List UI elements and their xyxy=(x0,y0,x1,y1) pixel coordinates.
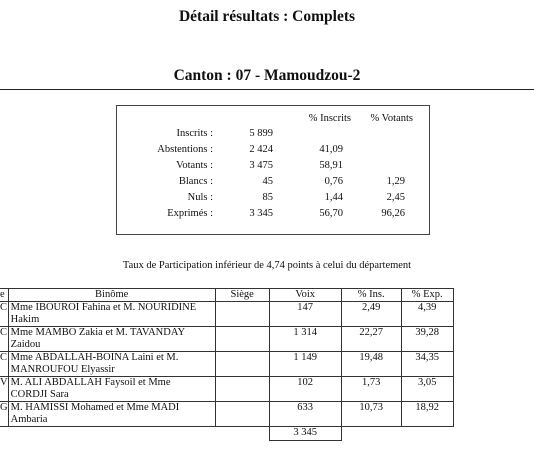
voix-cell: 1 149 xyxy=(269,352,341,377)
total-spacer xyxy=(8,427,215,441)
candidate-line: Mme ABDALLAH-BOINA Laini et M. xyxy=(10,352,179,363)
table-row xyxy=(0,377,453,402)
summary-pct-votants: 1,29 xyxy=(386,176,405,187)
canton-title: Canton : 07 - Mamoudzou-2 xyxy=(173,67,361,84)
summary-pct-inscrits: 1,44 xyxy=(324,192,343,203)
table-row xyxy=(0,327,453,352)
total-spacer xyxy=(0,427,8,441)
summary-count: 3 345 xyxy=(249,208,273,219)
candidate-cell xyxy=(8,402,215,427)
table-row xyxy=(0,352,453,377)
total-voix-cell: 3 345 xyxy=(269,427,341,441)
candidate-cell xyxy=(8,352,215,377)
siege-cell xyxy=(215,327,269,352)
pct-exp-cell: 4,39 xyxy=(401,302,453,327)
participation-note: Taux de Participation inférieur de 4,74 points à celui du département xyxy=(122,260,412,271)
pct-exp-cell: 39,28 xyxy=(401,327,453,352)
nuance-cell: C xyxy=(0,327,8,352)
pct-ins-cell: 19,48 xyxy=(341,352,401,377)
summary-label: Blancs : xyxy=(178,176,213,187)
summary-label: Abstentions : xyxy=(157,144,213,155)
nuance-cell: G xyxy=(0,402,8,427)
candidate-line: M. HAMISSI Mohamed et Mme MADI xyxy=(10,402,180,413)
nuance-cell: C xyxy=(0,302,8,327)
total-spacer xyxy=(341,427,401,441)
candidate-line: M. ALI ABDALLAH Faysoil et Mme xyxy=(10,377,171,388)
candidate-line: Mme MAMBO Zakia et M. TAVANDAY xyxy=(10,327,186,338)
pct-exp-cell: 3,05 xyxy=(401,377,453,402)
voix-cell: 102 xyxy=(269,377,341,402)
candidate-cell xyxy=(8,302,215,327)
pct-exp-cell: 18,92 xyxy=(401,402,453,427)
header-binome: Binôme xyxy=(8,289,215,302)
summary-label: Inscrits : xyxy=(176,128,213,139)
total-spacer xyxy=(215,427,269,441)
table-row xyxy=(0,402,453,427)
summary-count: 45 xyxy=(262,176,273,187)
header-nuance: e xyxy=(0,289,8,302)
header-voix: Voix xyxy=(269,289,341,302)
voix-cell: 633 xyxy=(269,402,341,427)
summary-pct-inscrits: 41,09 xyxy=(319,144,343,155)
summary-label: Votants : xyxy=(176,160,213,171)
summary-count: 85 xyxy=(262,192,273,203)
summary-header-inscrits: % Inscrits xyxy=(308,113,351,124)
total-row xyxy=(0,427,453,441)
siege-cell xyxy=(215,352,269,377)
summary-header-votants: % Votants xyxy=(370,113,413,124)
total-spacer xyxy=(401,427,453,441)
summary-label: Nuls : xyxy=(187,192,213,203)
candidate-cell xyxy=(8,377,215,402)
header-pct-exp: % Exp. xyxy=(401,289,453,302)
siege-cell xyxy=(215,402,269,427)
page-title: Détail résultats : Complets xyxy=(178,8,356,25)
pct-exp-cell: 34,35 xyxy=(401,352,453,377)
header-pct-ins: % Ins. xyxy=(341,289,401,302)
candidate-line: MANROUFOU Elyassir xyxy=(10,364,115,375)
pct-ins-cell: 1,73 xyxy=(341,377,401,402)
siege-cell xyxy=(215,302,269,327)
candidate-line: Mme IBOUROI Fahina et M. NOURIDINE xyxy=(10,302,197,313)
summary-count: 2 424 xyxy=(249,144,273,155)
pct-ins-cell: 22,27 xyxy=(341,327,401,352)
candidate-cell xyxy=(8,327,215,352)
siege-cell xyxy=(215,377,269,402)
summary-pct-inscrits: 56,70 xyxy=(319,208,343,219)
summary-pct-votants: 96,26 xyxy=(381,208,405,219)
summary-pct-inscrits: 58,91 xyxy=(319,160,343,171)
title-underline xyxy=(0,89,534,90)
voix-cell: 1 314 xyxy=(269,327,341,352)
header-siege: Siège xyxy=(215,289,269,302)
candidate-line: Hakim xyxy=(10,314,40,325)
candidate-line: Zaidou xyxy=(10,339,41,350)
pct-ins-cell: 2,49 xyxy=(341,302,401,327)
summary-pct-inscrits: 0,76 xyxy=(324,176,343,187)
pct-ins-cell: 10,73 xyxy=(341,402,401,427)
summary-label: Exprimés : xyxy=(167,208,213,219)
table-row xyxy=(0,302,453,327)
nuance-cell: C xyxy=(0,352,8,377)
summary-count: 3 475 xyxy=(249,160,273,171)
summary-count: 5 899 xyxy=(249,128,273,139)
candidate-line: CORDJI Sara xyxy=(10,389,69,400)
nuance-cell: V xyxy=(0,377,8,402)
summary-pct-votants: 2,45 xyxy=(386,192,405,203)
summary-box xyxy=(116,105,430,235)
candidate-line: Ambaria xyxy=(10,414,48,425)
results-table xyxy=(0,288,454,441)
voix-cell: 147 xyxy=(269,302,341,327)
results-header-row xyxy=(0,289,453,302)
